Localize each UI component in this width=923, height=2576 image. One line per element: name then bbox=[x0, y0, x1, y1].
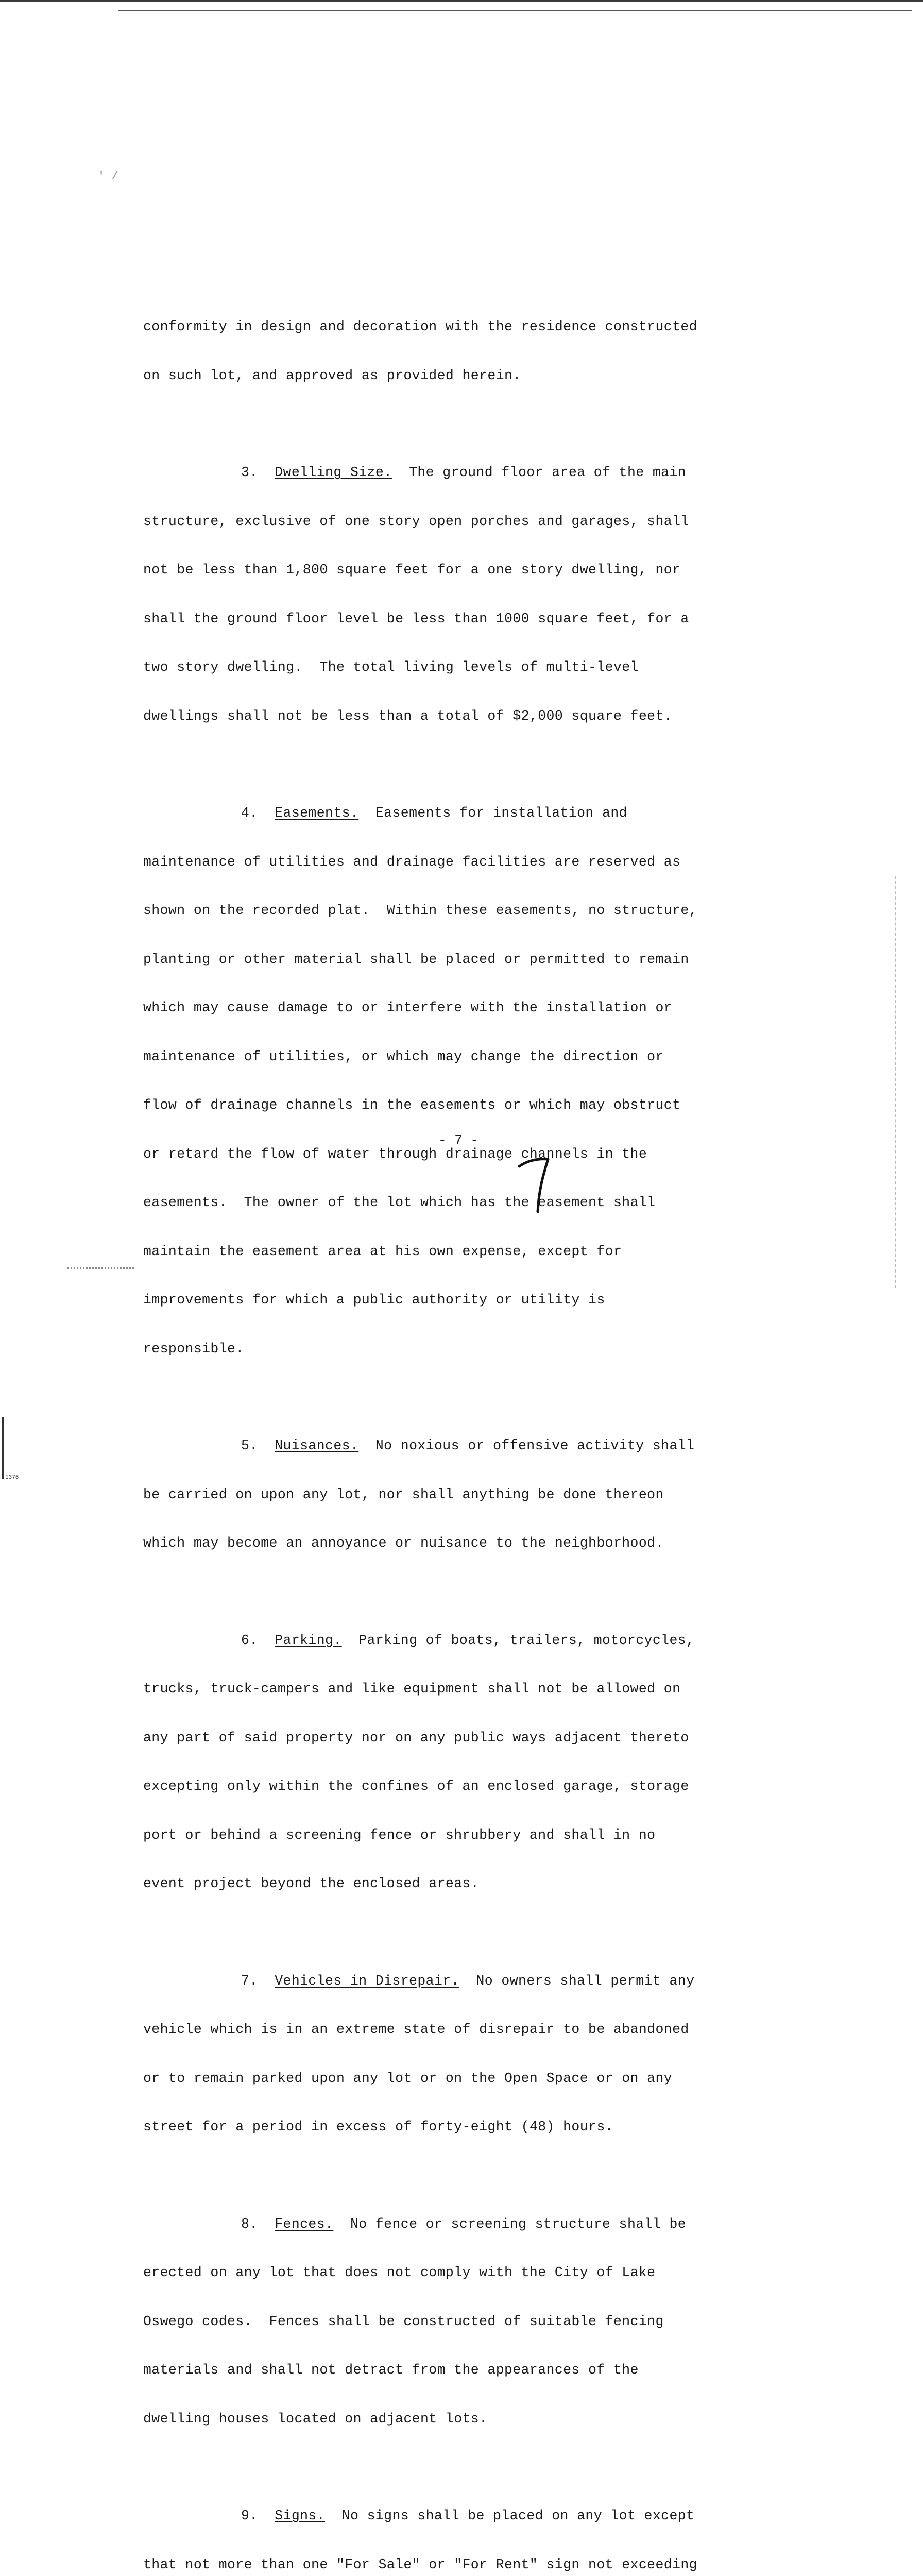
section-line: planting or other material shall be placed or permitted to remain bbox=[143, 951, 689, 967]
section-line: two story dwelling. The total living levels of multi-level bbox=[143, 659, 639, 675]
section-line: vehicle which is in an extreme state of disrepair to be abandoned bbox=[143, 2022, 689, 2037]
section-title: Dwelling Size. bbox=[275, 465, 392, 480]
section-line: street for a period in excess of forty-eight (48) hours. bbox=[143, 2119, 613, 2134]
section-first-line: No fence or screening structure shall be bbox=[350, 2216, 687, 2232]
section-line: be carried on upon any lot, nor shall anything be done thereon bbox=[143, 1486, 664, 1502]
section-title: Vehicles in Disrepair. bbox=[275, 1973, 459, 1989]
section-number: 6. bbox=[241, 1632, 258, 1648]
section-line: dwellings shall not be less than a total of $2,000 square feet. bbox=[143, 708, 673, 724]
section-title: Signs. bbox=[275, 2508, 326, 2523]
section-first-line: Easements for installation and bbox=[375, 805, 627, 821]
section-line: structure, exclusive of one story open porches and garages, shall bbox=[143, 513, 689, 529]
handwritten-page-number bbox=[515, 1152, 556, 1214]
section-line: Oswego codes. Fences shall be constructed of suitable fencing bbox=[143, 2313, 664, 2329]
section-line: flow of drainage channels in the easements or which may obstruct bbox=[143, 1097, 681, 1113]
section-line: materials and shall not detract from the appearances of the bbox=[143, 2362, 639, 2378]
section-line: erected on any lot that does not comply with the City of Lake bbox=[143, 2265, 656, 2280]
section-first-line: No noxious or offensive activity shall bbox=[375, 1438, 695, 1453]
section-line: responsible. bbox=[143, 1341, 244, 1357]
section-number: 9. bbox=[241, 2508, 258, 2523]
section-number: 8. bbox=[241, 2216, 258, 2232]
section-line: maintain the easement area at his own expense, except for bbox=[143, 1243, 622, 1259]
section-number: 3. bbox=[241, 465, 258, 480]
section-line: maintenance of utilities, or which may change the direction or bbox=[143, 1048, 664, 1064]
section-5 bbox=[143, 1405, 808, 1584]
section-number: 5. bbox=[241, 1438, 258, 1453]
section-line: excepting only within the confines of an enclosed garage, storage bbox=[143, 1778, 689, 1794]
section-title: Fences. bbox=[275, 2216, 334, 2232]
intro-line: conformity in design and decoration with the residence constructed bbox=[143, 319, 697, 334]
section-line: dwelling houses located on adjacent lots. bbox=[143, 2411, 488, 2427]
section-line: which may cause damage to or interfere with the installation or bbox=[143, 1000, 673, 1015]
section-3 bbox=[143, 432, 808, 757]
section-line: any part of said property nor on any public ways adjacent thereto bbox=[143, 1730, 689, 1745]
section-line: improvements for which a public authority or utility is bbox=[143, 1292, 605, 1308]
section-title: Nuisances. bbox=[275, 1438, 359, 1453]
section-line: which may become an annoyance or nuisance to the neighborhood. bbox=[143, 1535, 664, 1551]
section-line: not be less than 1,800 square feet for a one story dwelling, nor bbox=[143, 562, 681, 578]
section-9 bbox=[143, 2476, 808, 2576]
section-number: 7. bbox=[241, 1973, 258, 1989]
top-rule-line bbox=[118, 10, 912, 11]
section-first-line: The ground floor area of the main bbox=[409, 465, 687, 480]
right-scan-artifact bbox=[895, 876, 896, 1288]
top-scan-border bbox=[0, 0, 923, 3]
page-number: - 7 - bbox=[438, 1132, 478, 1148]
document-body bbox=[143, 286, 808, 2576]
section-line: that not more than one "For Sale" or "For Rent" sign not exceeding bbox=[143, 2556, 697, 2572]
section-6 bbox=[143, 1600, 808, 1925]
handwritten-stroke bbox=[519, 1159, 548, 1212]
section-4 bbox=[143, 773, 808, 1389]
section-first-line: No owners shall permit any bbox=[476, 1973, 695, 1989]
section-line: or to remain parked upon any lot or on the Open Space or on any bbox=[143, 2070, 673, 2086]
intro-line: on such lot, and approved as provided herein. bbox=[143, 367, 521, 383]
section-first-line: No signs shall be placed on any lot except bbox=[341, 2508, 695, 2523]
section-7 bbox=[143, 1941, 808, 2168]
section-line: port or behind a screening fence or shrubbery and shall in no bbox=[143, 1827, 656, 1843]
section-line: trucks, truck-campers and like equipment shall not be allowed on bbox=[143, 1681, 681, 1697]
section-line: shall the ground floor level be less than 1000 square feet, for a bbox=[143, 611, 689, 626]
section-title: Parking. bbox=[275, 1632, 342, 1648]
section-8 bbox=[143, 2184, 808, 2460]
margin-tick-mark: ' / bbox=[98, 170, 118, 183]
section-line: maintenance of utilities and drainage facilities are reserved as bbox=[143, 854, 681, 870]
section-number: 4. bbox=[241, 805, 258, 821]
section-line: shown on the recorded plat. Within these easements, no structure, bbox=[143, 903, 697, 918]
section-line: easements. The owner of the lot which has the easement shall bbox=[143, 1195, 656, 1210]
margin-code: 1376 bbox=[5, 1475, 19, 1481]
left-dotted-artifact bbox=[67, 1267, 134, 1269]
section-first-line: Parking of boats, trailers, motorcycles, bbox=[358, 1632, 695, 1648]
left-edge-mark bbox=[2, 1417, 13, 1479]
section-line: or retard the flow of water through drainage channels in the bbox=[143, 1146, 647, 1162]
section-line: event project beyond the enclosed areas. bbox=[143, 1876, 480, 1891]
section-title: Easements. bbox=[275, 805, 359, 821]
intro-paragraph bbox=[143, 286, 808, 416]
